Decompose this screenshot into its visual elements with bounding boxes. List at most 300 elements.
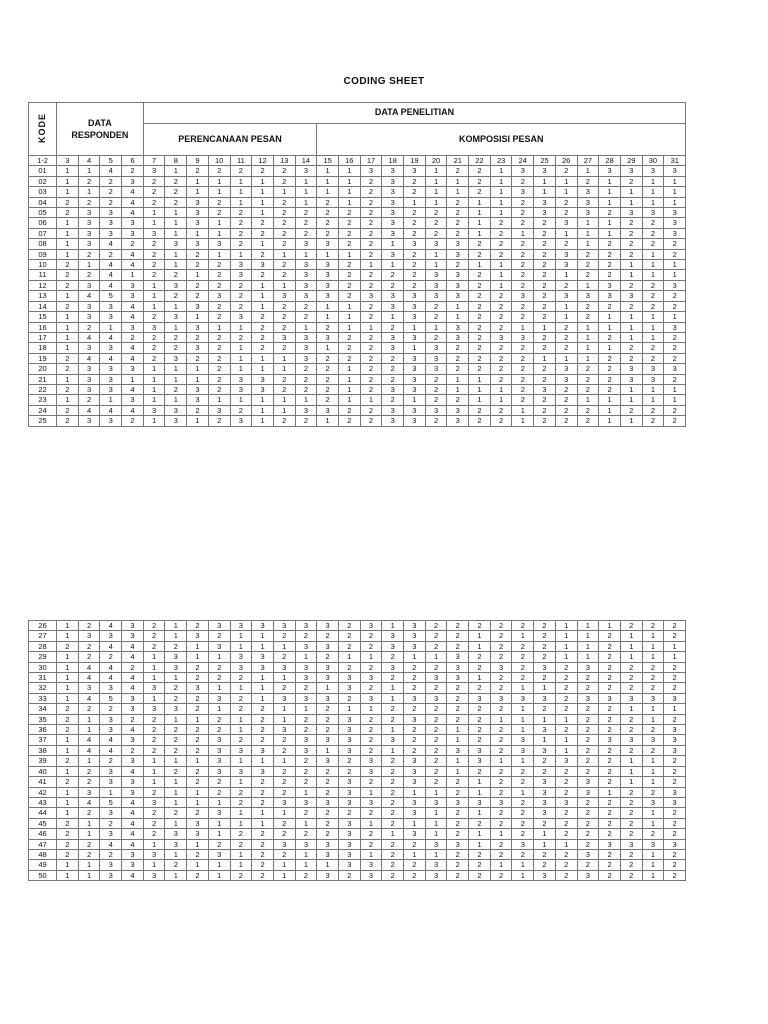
data-cell: 1 — [295, 818, 317, 828]
data-cell: 3 — [317, 756, 339, 766]
data-cell: 1 — [143, 208, 165, 218]
data-cell: 3 — [78, 228, 100, 238]
data-cell: 2 — [469, 849, 491, 859]
data-cell: 3 — [642, 374, 664, 384]
data-cell: 1 — [382, 725, 404, 735]
data-cell: 2 — [100, 652, 122, 662]
data-cell: 2 — [230, 301, 252, 311]
data-cell: 1 — [273, 249, 295, 259]
data-cell: 3 — [295, 673, 317, 683]
coding-table-part1 — [28, 102, 686, 427]
data-cell: 2 — [338, 416, 360, 426]
data-cell: 2 — [165, 683, 187, 693]
data-cell: 3 — [447, 673, 469, 683]
data-cell: 2 — [187, 332, 209, 342]
data-cell: 1 — [577, 228, 599, 238]
data-cell: 2 — [208, 777, 230, 787]
data-cell: 1 — [534, 683, 556, 693]
data-cell: 2 — [382, 870, 404, 880]
data-cell: 3 — [100, 218, 122, 228]
data-cell: 3 — [317, 260, 339, 270]
data-cell: 2 — [599, 745, 621, 755]
respondent-code-cell: 29 — [29, 652, 57, 662]
data-cell: 2 — [577, 364, 599, 374]
data-cell: 2 — [338, 621, 360, 631]
data-cell: 2 — [555, 395, 577, 405]
data-cell: 3 — [382, 332, 404, 342]
data-cell: 2 — [664, 829, 686, 839]
data-cell: 2 — [664, 343, 686, 353]
data-cell: 1 — [230, 631, 252, 641]
data-cell: 3 — [78, 787, 100, 797]
data-cell: 4 — [100, 166, 122, 176]
data-cell: 1 — [165, 787, 187, 797]
data-cell: 1 — [620, 416, 642, 426]
data-cell: 2 — [534, 631, 556, 641]
data-cell: 3 — [122, 291, 144, 301]
data-cell: 2 — [599, 818, 621, 828]
data-cell: 2 — [599, 332, 621, 342]
data-cell: 4 — [122, 641, 144, 651]
data-cell: 3 — [382, 631, 404, 641]
data-cell: 3 — [122, 322, 144, 332]
data-cell: 2 — [577, 860, 599, 870]
data-cell: 3 — [382, 301, 404, 311]
data-cell: 4 — [100, 332, 122, 342]
data-cell: 1 — [143, 693, 165, 703]
data-cell: 3 — [78, 239, 100, 249]
data-cell: 2 — [642, 228, 664, 238]
respondent-code-cell: 27 — [29, 631, 57, 641]
data-cell: 4 — [122, 343, 144, 353]
data-cell: 1 — [317, 745, 339, 755]
data-cell: 1 — [577, 621, 599, 631]
data-cell: 1 — [620, 756, 642, 766]
data-cell: 1 — [469, 631, 491, 641]
data-cell: 1 — [469, 839, 491, 849]
data-cell: 2 — [490, 405, 512, 415]
data-cell: 3 — [252, 374, 274, 384]
data-cell: 2 — [143, 621, 165, 631]
data-cell: 3 — [555, 364, 577, 374]
data-cell: 1 — [187, 652, 209, 662]
data-cell: 1 — [252, 673, 274, 683]
data-cell: 3 — [273, 725, 295, 735]
data-cell: 3 — [512, 291, 534, 301]
data-cell: 1 — [490, 260, 512, 270]
data-cell: 1 — [100, 787, 122, 797]
data-cell: 3 — [78, 343, 100, 353]
data-cell: 1 — [642, 395, 664, 405]
respondent-code-cell: 43 — [29, 797, 57, 807]
data-cell: 2 — [57, 725, 79, 735]
data-cell: 3 — [230, 270, 252, 280]
data-cell: 3 — [295, 239, 317, 249]
data-cell: 3 — [599, 735, 621, 745]
data-cell: 1 — [642, 870, 664, 880]
data-cell: 3 — [122, 787, 144, 797]
data-cell: 3 — [599, 166, 621, 176]
table-row — [29, 766, 686, 776]
column-index-cell: 7 — [143, 156, 165, 166]
data-cell: 2 — [230, 218, 252, 228]
data-cell: 1 — [620, 766, 642, 776]
data-cell: 1 — [230, 322, 252, 332]
data-cell: 2 — [599, 652, 621, 662]
data-cell: 2 — [165, 641, 187, 651]
column-index-cell: 19 — [404, 156, 426, 166]
data-cell: 3 — [317, 239, 339, 249]
data-cell: 1 — [57, 860, 79, 870]
data-cell: 2 — [252, 829, 274, 839]
respondent-code-cell: 35 — [29, 714, 57, 724]
data-cell: 3 — [78, 683, 100, 693]
data-cell: 3 — [404, 364, 426, 374]
data-cell: 1 — [555, 714, 577, 724]
data-cell: 2 — [78, 777, 100, 787]
data-cell: 2 — [165, 384, 187, 394]
data-cell: 2 — [230, 693, 252, 703]
data-cell: 3 — [78, 374, 100, 384]
data-cell: 2 — [230, 735, 252, 745]
data-cell: 4 — [78, 693, 100, 703]
data-cell: 2 — [490, 704, 512, 714]
data-cell: 3 — [78, 384, 100, 394]
data-cell: 2 — [577, 270, 599, 280]
data-cell: 1 — [512, 756, 534, 766]
data-cell: 2 — [360, 280, 382, 290]
data-cell: 2 — [534, 301, 556, 311]
column-index-cell: 4 — [78, 156, 100, 166]
table-row — [29, 166, 686, 176]
data-cell: 2 — [360, 777, 382, 787]
data-cell: 1 — [425, 197, 447, 207]
data-cell: 2 — [555, 384, 577, 394]
data-cell: 4 — [122, 766, 144, 776]
data-cell: 1 — [360, 395, 382, 405]
data-cell: 2 — [78, 766, 100, 776]
table-row — [29, 621, 686, 631]
data-cell: 2 — [252, 249, 274, 259]
data-cell: 3 — [208, 745, 230, 755]
data-cell: 2 — [512, 777, 534, 787]
data-cell: 4 — [100, 735, 122, 745]
data-cell: 2 — [252, 312, 274, 322]
data-cell: 3 — [122, 280, 144, 290]
data-cell: 2 — [404, 735, 426, 745]
data-cell: 1 — [490, 395, 512, 405]
data-cell: 2 — [664, 405, 686, 415]
table-row — [29, 683, 686, 693]
respondent-code-cell: 19 — [29, 353, 57, 363]
data-cell: 2 — [642, 745, 664, 755]
data-cell: 2 — [642, 239, 664, 249]
data-cell: 2 — [230, 291, 252, 301]
data-cell: 2 — [512, 260, 534, 270]
data-cell: 2 — [534, 218, 556, 228]
data-cell: 1 — [620, 395, 642, 405]
data-cell: 1 — [469, 197, 491, 207]
data-cell: 1 — [642, 197, 664, 207]
data-cell: 1 — [317, 312, 339, 322]
table-row — [29, 704, 686, 714]
data-cell: 3 — [100, 208, 122, 218]
data-cell: 3 — [208, 766, 230, 776]
data-cell: 2 — [577, 745, 599, 755]
data-cell: 2 — [642, 405, 664, 415]
data-cell: 3 — [382, 187, 404, 197]
data-cell: 1 — [360, 849, 382, 859]
data-cell: 3 — [425, 797, 447, 807]
data-cell: 1 — [338, 364, 360, 374]
data-cell: 2 — [642, 662, 664, 672]
data-cell: 1 — [512, 787, 534, 797]
data-cell: 2 — [490, 787, 512, 797]
data-cell: 2 — [187, 704, 209, 714]
data-cell: 3 — [425, 291, 447, 301]
table-row — [29, 384, 686, 394]
data-cell: 3 — [100, 228, 122, 238]
data-cell: 1 — [143, 652, 165, 662]
data-cell: 1 — [230, 353, 252, 363]
data-cell: 1 — [295, 322, 317, 332]
data-cell: 4 — [78, 405, 100, 415]
data-cell: 3 — [230, 745, 252, 755]
data-cell: 2 — [360, 218, 382, 228]
data-cell: 1 — [599, 405, 621, 415]
data-cell: 3 — [143, 166, 165, 176]
data-cell: 2 — [490, 777, 512, 787]
data-cell: 2 — [534, 818, 556, 828]
data-cell: 3 — [555, 756, 577, 766]
data-cell: 3 — [512, 839, 534, 849]
data-cell: 1 — [620, 777, 642, 787]
data-cell: 1 — [642, 332, 664, 342]
data-cell: 3 — [404, 301, 426, 311]
data-cell: 2 — [447, 631, 469, 641]
data-cell: 2 — [382, 374, 404, 384]
data-cell: 2 — [534, 270, 556, 280]
data-cell: 1 — [57, 187, 79, 197]
data-cell: 3 — [295, 270, 317, 280]
data-cell: 3 — [100, 714, 122, 724]
data-cell: 3 — [404, 641, 426, 651]
data-cell: 2 — [534, 641, 556, 651]
data-cell: 1 — [620, 312, 642, 322]
data-cell: 3 — [165, 829, 187, 839]
data-cell: 2 — [57, 777, 79, 787]
data-cell: 1 — [664, 197, 686, 207]
data-cell: 2 — [252, 332, 274, 342]
data-cell: 3 — [78, 631, 100, 641]
data-cell: 3 — [555, 291, 577, 301]
data-cell: 2 — [360, 374, 382, 384]
data-cell: 3 — [122, 621, 144, 631]
data-cell: 2 — [338, 291, 360, 301]
data-cell: 1 — [273, 756, 295, 766]
data-cell: 2 — [620, 218, 642, 228]
data-cell: 2 — [273, 735, 295, 745]
data-cell: 1 — [577, 631, 599, 641]
data-cell: 1 — [57, 652, 79, 662]
data-cell: 1 — [490, 714, 512, 724]
data-cell: 2 — [165, 343, 187, 353]
data-cell: 3 — [252, 260, 274, 270]
data-cell: 1 — [664, 395, 686, 405]
data-cell: 1 — [317, 343, 339, 353]
data-cell: 1 — [122, 374, 144, 384]
data-cell: 2 — [534, 343, 556, 353]
data-cell: 2 — [143, 270, 165, 280]
data-cell: 2 — [338, 332, 360, 342]
data-cell: 2 — [664, 683, 686, 693]
data-cell: 2 — [512, 641, 534, 651]
data-cell: 2 — [273, 239, 295, 249]
data-cell: 1 — [599, 322, 621, 332]
table-row — [29, 228, 686, 238]
data-cell: 3 — [425, 673, 447, 683]
data-cell: 2 — [664, 756, 686, 766]
data-cell: 2 — [382, 673, 404, 683]
data-cell: 1 — [317, 166, 339, 176]
data-cell: 1 — [208, 818, 230, 828]
data-cell: 2 — [664, 818, 686, 828]
data-cell: 3 — [555, 374, 577, 384]
data-cell: 1 — [165, 756, 187, 766]
respondent-code-cell: 48 — [29, 849, 57, 859]
data-cell: 3 — [599, 693, 621, 703]
data-cell: 3 — [534, 166, 556, 176]
data-cell: 1 — [490, 197, 512, 207]
data-cell: 2 — [338, 228, 360, 238]
data-cell: 2 — [165, 332, 187, 342]
data-cell: 3 — [230, 312, 252, 322]
data-cell: 1 — [252, 808, 274, 818]
data-cell: 2 — [317, 725, 339, 735]
data-cell: 1 — [165, 714, 187, 724]
data-cell: 3 — [577, 187, 599, 197]
data-cell: 2 — [512, 218, 534, 228]
data-cell: 2 — [555, 870, 577, 880]
data-cell: 2 — [404, 662, 426, 672]
data-cell: 3 — [295, 166, 317, 176]
column-index-cell: 17 — [360, 156, 382, 166]
data-cell: 2 — [555, 208, 577, 218]
table-row — [29, 291, 686, 301]
data-cell: 2 — [599, 777, 621, 787]
data-cell: 3 — [338, 714, 360, 724]
data-cell: 1 — [230, 395, 252, 405]
column-index-cell: 31 — [664, 156, 686, 166]
data-cell: 2 — [165, 197, 187, 207]
data-cell: 3 — [404, 797, 426, 807]
data-cell: 4 — [122, 652, 144, 662]
data-cell: 1 — [642, 187, 664, 197]
data-cell: 1 — [512, 714, 534, 724]
data-cell: 2 — [143, 818, 165, 828]
data-cell: 3 — [100, 829, 122, 839]
data-cell: 2 — [490, 673, 512, 683]
data-cell: 3 — [273, 291, 295, 301]
data-cell: 2 — [273, 766, 295, 776]
data-cell: 2 — [57, 270, 79, 280]
data-cell: 3 — [425, 239, 447, 249]
data-cell: 1 — [57, 343, 79, 353]
data-cell: 2 — [252, 787, 274, 797]
data-cell: 1 — [620, 187, 642, 197]
data-cell: 2 — [338, 405, 360, 415]
data-cell: 3 — [338, 735, 360, 745]
data-cell: 2 — [425, 312, 447, 322]
data-cell: 3 — [490, 797, 512, 807]
table-row — [29, 745, 686, 755]
data-cell: 2 — [187, 745, 209, 755]
data-cell: 2 — [555, 280, 577, 290]
data-cell: 2 — [555, 860, 577, 870]
data-cell: 2 — [273, 384, 295, 394]
data-cell: 1 — [208, 829, 230, 839]
data-cell: 2 — [100, 818, 122, 828]
data-cell: 2 — [534, 249, 556, 259]
data-cell: 3 — [165, 704, 187, 714]
data-cell: 3 — [143, 683, 165, 693]
data-cell: 1 — [555, 839, 577, 849]
data-cell: 2 — [252, 704, 274, 714]
data-cell: 3 — [404, 808, 426, 818]
data-cell: 3 — [512, 745, 534, 755]
data-cell: 2 — [642, 343, 664, 353]
data-cell: 1 — [425, 787, 447, 797]
data-cell: 1 — [78, 870, 100, 880]
data-cell: 3 — [295, 280, 317, 290]
data-cell: 2 — [469, 280, 491, 290]
data-cell: 2 — [664, 766, 686, 776]
table-row — [29, 395, 686, 405]
data-cell: 1 — [382, 621, 404, 631]
data-cell: 3 — [664, 745, 686, 755]
data-cell: 1 — [252, 683, 274, 693]
data-cell: 3 — [122, 849, 144, 859]
data-cell: 1 — [208, 322, 230, 332]
data-cell: 1 — [577, 239, 599, 249]
data-cell: 2 — [490, 353, 512, 363]
table-row — [29, 343, 686, 353]
data-cell: 1 — [404, 787, 426, 797]
data-cell: 2 — [230, 405, 252, 415]
data-cell: 2 — [490, 683, 512, 693]
data-cell: 2 — [664, 808, 686, 818]
data-cell: 3 — [512, 187, 534, 197]
data-cell: 3 — [122, 777, 144, 787]
data-cell: 1 — [425, 187, 447, 197]
data-cell: 2 — [490, 374, 512, 384]
data-cell: 1 — [382, 745, 404, 755]
data-cell: 5 — [100, 693, 122, 703]
data-cell: 3 — [295, 291, 317, 301]
data-cell: 2 — [620, 301, 642, 311]
data-cell: 1 — [555, 176, 577, 186]
data-cell: 2 — [512, 343, 534, 353]
column-index-cell: 23 — [490, 156, 512, 166]
data-cell: 1 — [555, 735, 577, 745]
data-cell: 3 — [404, 766, 426, 776]
data-cell: 1 — [577, 332, 599, 342]
data-cell: 2 — [534, 332, 556, 342]
data-cell: 2 — [425, 704, 447, 714]
data-cell: 2 — [490, 322, 512, 332]
data-cell: 3 — [100, 683, 122, 693]
data-cell: 1 — [78, 818, 100, 828]
